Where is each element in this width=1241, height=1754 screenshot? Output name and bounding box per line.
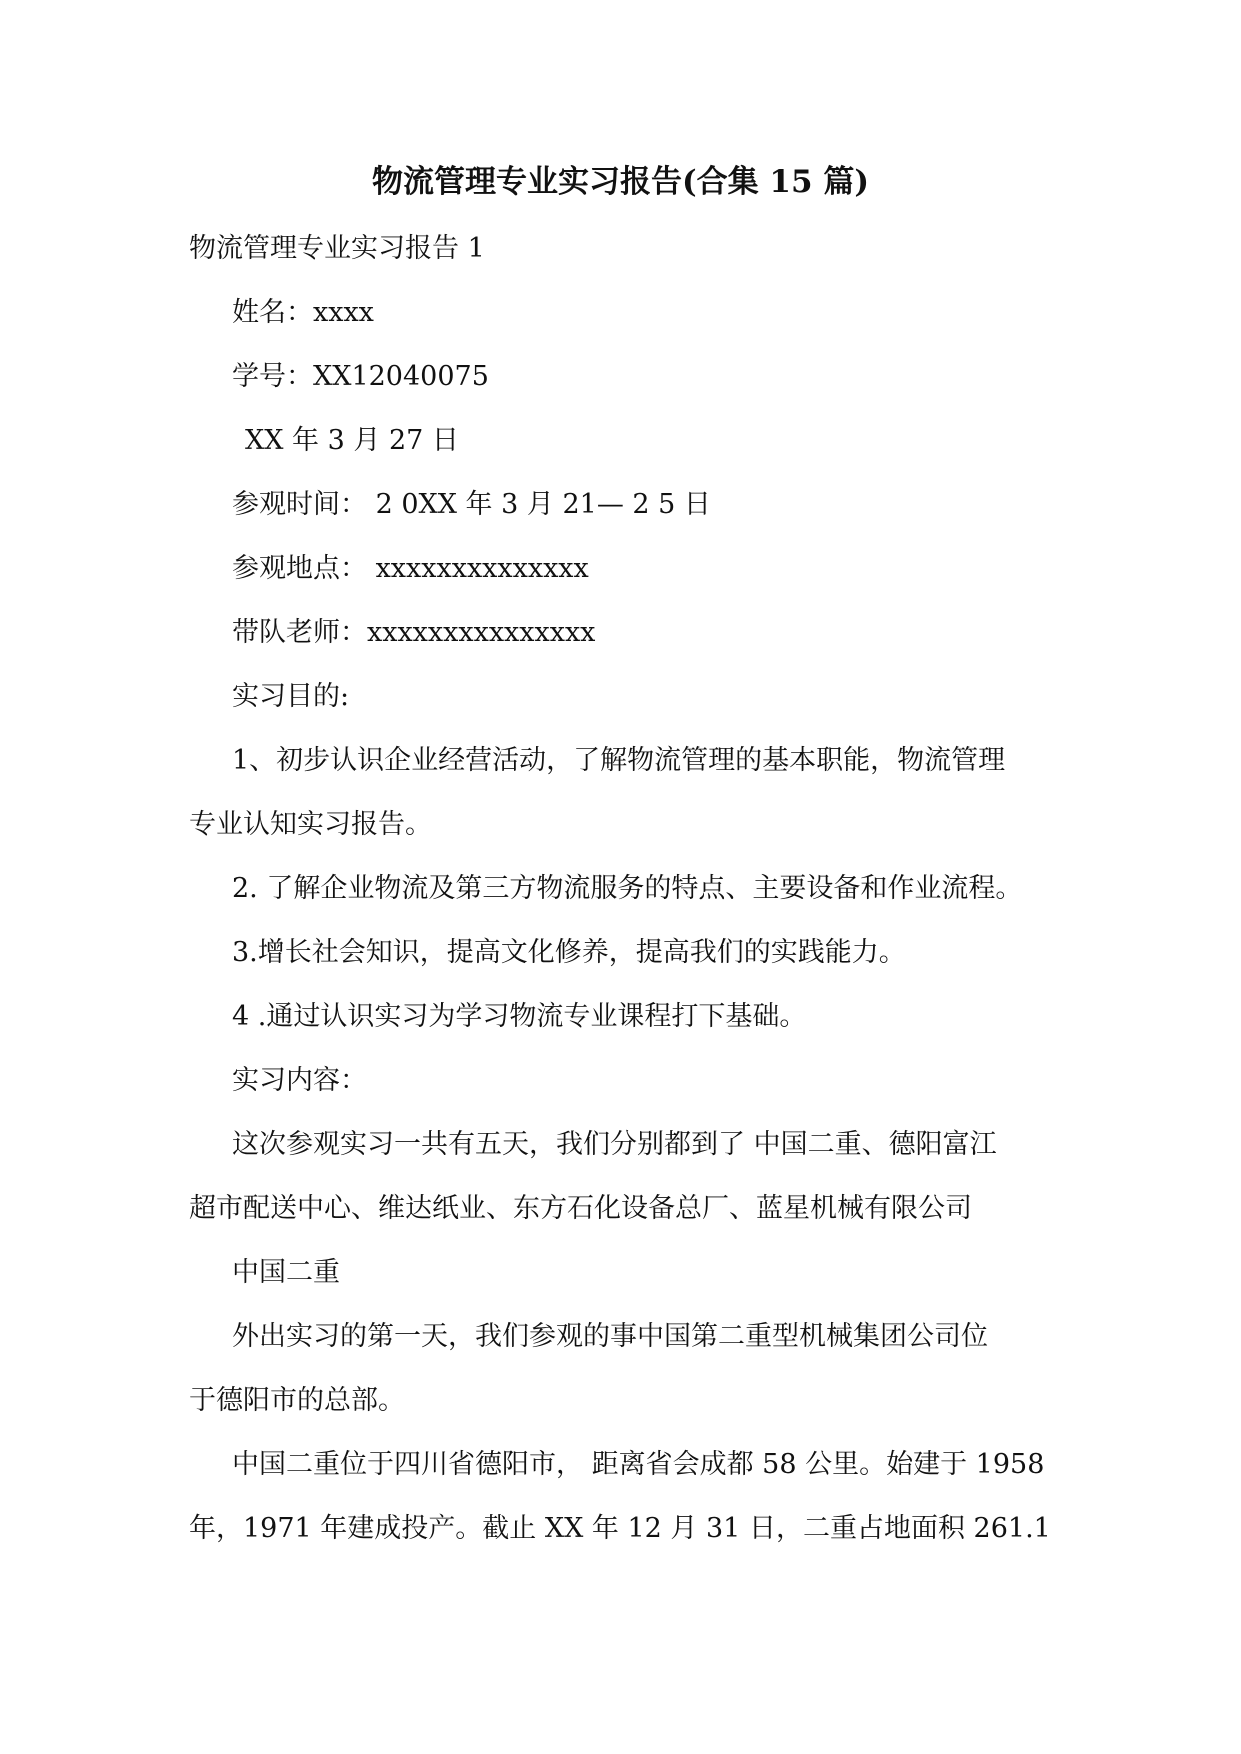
visit-location-line: 参观地点： xxxxxxxxxxxxxx <box>232 553 589 584</box>
section-heading: 中国二重 <box>232 1257 340 1288</box>
purpose-item-3: 3.增长社会知识，提高文化修养，提高我们的实践能力。 <box>232 937 906 968</box>
purpose-item-2: 2. 了解企业物流及第三方物流服务的特点、主要设备和作业流程。 <box>232 873 1023 904</box>
visit-time-line: 参观时间： 2 0XX 年 3 月 21— 2 5 日 <box>232 489 711 520</box>
content-para-2-cont: 于德阳市的总部。 <box>189 1385 405 1416</box>
purpose-item-1: 1、初步认识企业经营活动，了解物流管理的基本职能，物流管理 <box>232 745 1006 776</box>
purpose-item-4: 4 .通过认识实习为学习物流专业课程打下基础。 <box>232 1001 807 1032</box>
student-id-line: 学号：XX12040075 <box>232 361 489 392</box>
content-heading: 实习内容： <box>232 1065 367 1096</box>
teacher-line: 带队老师：xxxxxxxxxxxxxxx <box>232 617 596 648</box>
content-para-3: 中国二重位于四川省德阳市， 距离省会成都 58 公里。始建于 1958 <box>232 1449 1045 1480</box>
date-line: XX 年 3 月 27 日 <box>245 425 459 456</box>
content-para-2: 外出实习的第一天，我们参观的事中国第二重型机械集团公司位 <box>232 1321 988 1352</box>
content-para-1: 这次参观实习一共有五天，我们分别都到了 中国二重、德阳富江 <box>232 1129 997 1160</box>
purpose-heading: 实习目的: <box>232 681 350 712</box>
name-line: 姓名：xxxx <box>232 297 374 328</box>
report-heading: 物流管理专业实习报告 1 <box>189 233 485 264</box>
document-title: 物流管理专业实习报告(合集 15 篇) <box>371 164 870 200</box>
content-para-3-cont: 年，1971 年建成投产。截止 XX 年 12 月 31 日，二重占地面积 261.1 <box>189 1513 1051 1544</box>
content-para-1-cont: 超市配送中心、维达纸业、东方石化设备总厂、蓝星机械有限公司 <box>189 1193 972 1224</box>
purpose-item-1-cont: 专业认知实习报告。 <box>189 809 432 840</box>
